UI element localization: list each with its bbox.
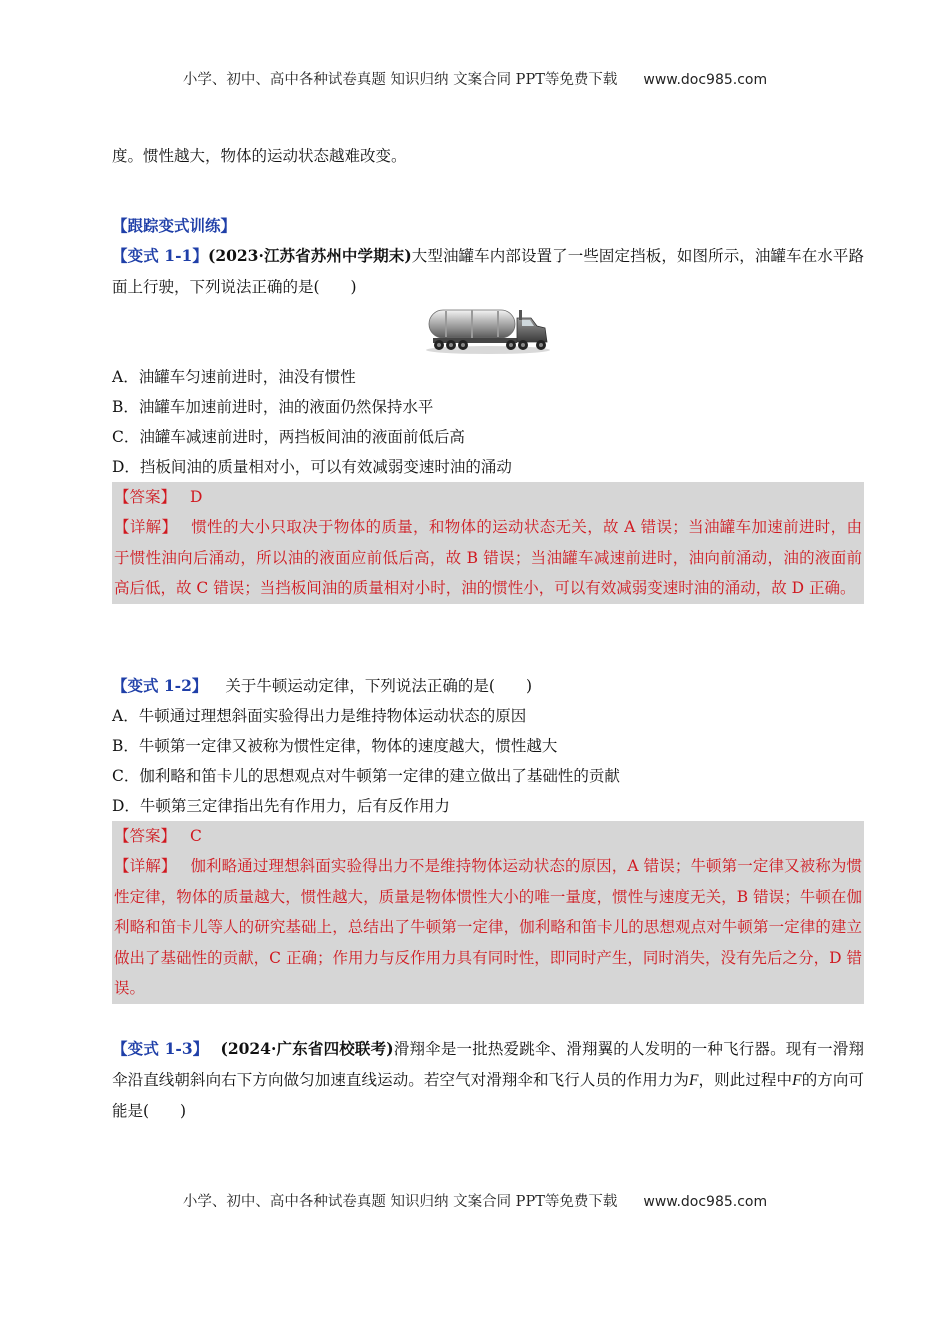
question-1-3-stem-b: ，则此过程中 <box>698 1070 793 1089</box>
question-1-3-stem-c: 的方向可能是( ) <box>112 1070 864 1120</box>
footer-text: 小学、初中、高中各种试卷真题 知识归纳 文案合同 PPT等免费下载 <box>182 1194 618 1210</box>
detail-text: 惯性的大小只取决于物体的质量，和物体的运动状态无关，故 A 错误；当油罐车加速前进时，由于惯性油向后涌动，所以油的液面应前低后高，故 B 错误；当油罐车减速前进时，油向前涌动，油的液面前高后低，故 C 错误；当挡板间油的质量相对小时，油的惯性小，可以有效减弱变速时油的涌动，故 D 正确。 <box>114 518 862 597</box>
question-1-1-answer <box>114 482 862 512</box>
answer-value: C <box>190 827 202 845</box>
question-1-1-option-c: C．油罐车减速前进时，两挡板间油的液面前低后高 <box>112 428 465 446</box>
page-footer <box>0 1190 950 1211</box>
question-1-2-tag: 【变式 1-2】 <box>112 676 208 695</box>
tanker-truck-icon <box>423 304 553 356</box>
question-1-2-answer-box <box>112 821 864 1004</box>
question-1-1-option-b: B．油罐车加速前进时，油的液面仍然保持水平 <box>112 398 434 416</box>
force-variable: F <box>792 1071 802 1089</box>
answer-value: D <box>190 488 203 506</box>
answer-tag: 【答案】 <box>114 827 177 845</box>
header-text: 小学、初中、高中各种试卷真题 知识归纳 文案合同 PPT等免费下载 <box>182 72 618 88</box>
question-1-1 <box>112 241 864 604</box>
tanker-truck-image <box>112 304 864 358</box>
question-1-1-detail <box>114 512 862 604</box>
intro-text: 度。惯性越大，物体的运动状态越难改变。 <box>112 147 407 165</box>
footer-url[interactable]: www.doc985.com <box>643 1194 768 1210</box>
question-1-3 <box>112 1034 864 1127</box>
question-1-1-option-a: A．油罐车匀速前进时，油没有惯性 <box>112 368 356 386</box>
question-1-2-stem-text: 关于牛顿运动定律，下列说法正确的是( ) <box>225 677 533 695</box>
question-1-2-stem <box>112 671 864 701</box>
detail-tag: 【详解】 <box>114 518 178 536</box>
question-1-2 <box>112 671 864 1004</box>
section-title: 【跟踪变式训练】 <box>112 216 237 235</box>
question-1-1-tag: 【变式 1-1】 <box>112 246 208 265</box>
question-1-2-detail <box>114 851 862 1004</box>
page-header <box>0 68 950 89</box>
question-1-1-source: (2023·江苏省苏州中学期末) <box>207 246 412 265</box>
question-1-1-stem-text: 大型油罐车内部设置了一些固定挡板，如图所示，油罐车在水平路面上行驶，下列说法正确的是( ) <box>112 247 864 296</box>
detail-text: 伽利略通过理想斜面实验得出力不是维持物体运动状态的原因，A 错误；牛顿第一定律又被称为惯性定律，物体的质量越大，惯性越大，质量是物体惯性大小的唯一量度，惯性与速度无关，B 错误；牛顿在伽利略和笛卡儿等人的研究基础上，总结出了牛顿第一定律，伽利略和笛卡儿的思想观点对牛顿第一定律的建立做出了基础性的贡献，C 正确；作用力与反作用力具有同时性，即同时产生，同时消失，没有先后之分，D 错误。 <box>114 857 862 997</box>
detail-tag: 【详解】 <box>114 857 177 875</box>
question-1-1-answer-box <box>112 482 864 604</box>
header-url[interactable]: www.doc985.com <box>643 72 768 88</box>
question-1-2-answer <box>114 821 862 851</box>
question-1-1-option-d: D．挡板间油的质量相对小，可以有效减弱变速时油的涌动 <box>112 458 512 476</box>
question-1-2-option-b: B．牛顿第一定律又被称为惯性定律，物体的速度越大，惯性越大 <box>112 737 558 755</box>
force-variable: F <box>688 1071 699 1089</box>
question-1-1-stem <box>112 241 864 302</box>
question-1-3-stem <box>112 1034 864 1127</box>
question-1-3-source: (2024·广东省四校联考) <box>220 1039 394 1058</box>
answer-tag: 【答案】 <box>114 488 177 506</box>
question-1-2-option-a: A．牛顿通过理想斜面实验得出力是维持物体运动状态的原因 <box>112 707 527 725</box>
question-1-3-stem-a: 滑翔伞是一批热爱跳伞、滑翔翼的人发明的一种飞行器。现有一滑翔伞沿直线朝斜向右下方向做匀加速直线运动。若空气对滑翔伞和飞行人员的作用力为 <box>112 1040 864 1089</box>
question-1-3-tag: 【变式 1-3】 <box>112 1039 209 1058</box>
question-1-2-option-c: C．伽利略和笛卡儿的思想观点对牛顿第一定律的建立做出了基础性的贡献 <box>112 767 620 785</box>
question-1-2-option-d: D．牛顿第三定律指出先有作用力，后有反作用力 <box>112 797 450 815</box>
